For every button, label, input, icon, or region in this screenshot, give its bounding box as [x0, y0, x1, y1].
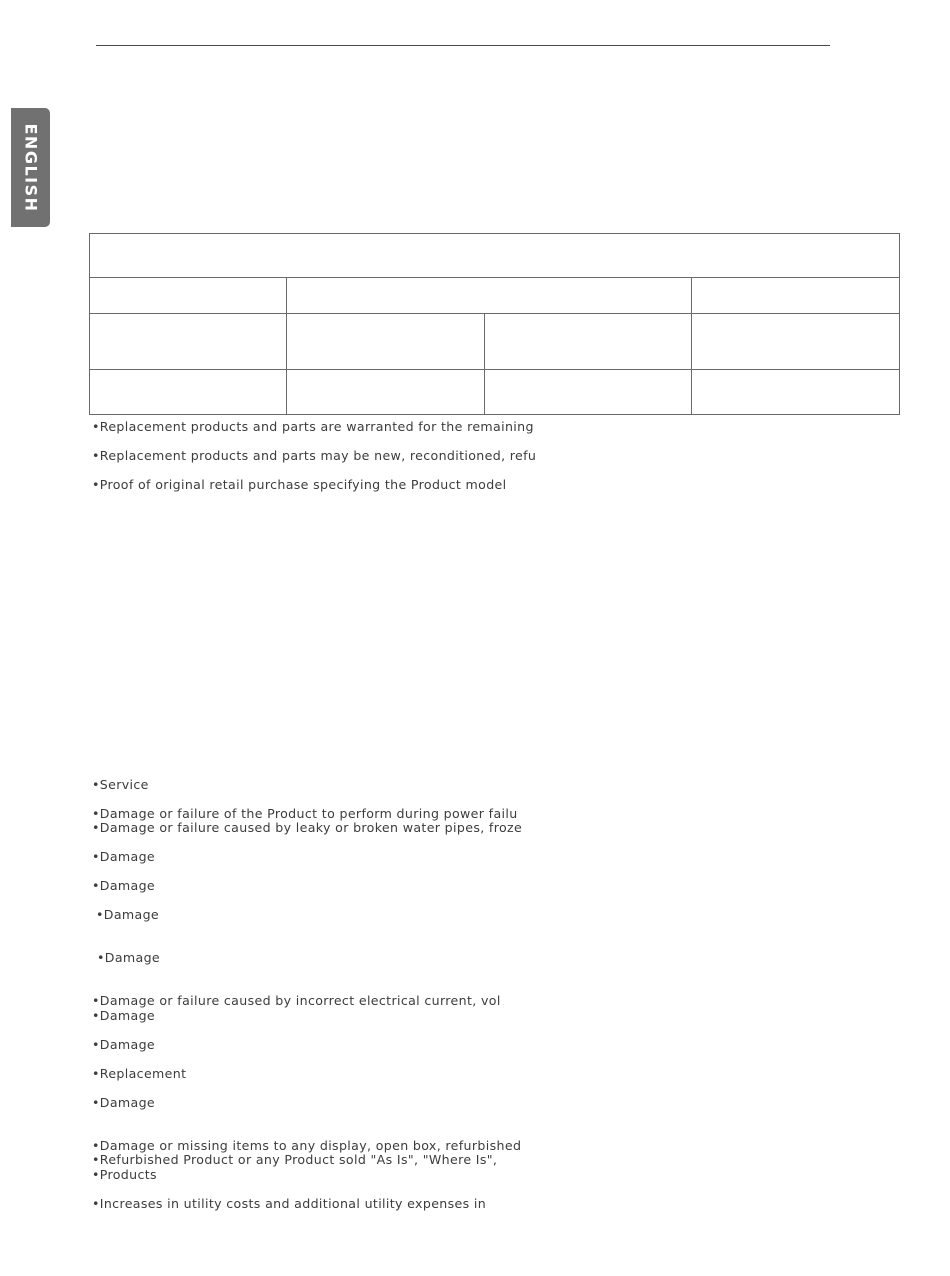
exclusion-item: •Damage — [92, 878, 156, 893]
table-cell — [485, 314, 692, 370]
exclusion-item: •Damage or failure caused by leaky or broken water pipes, froze — [92, 820, 523, 835]
table-cell — [692, 370, 900, 415]
table-header-cell — [692, 277, 900, 314]
table-cell — [485, 370, 692, 415]
table-cell — [90, 314, 287, 370]
exclusion-item: •Damage — [92, 1037, 156, 1052]
table-header-cell — [287, 277, 692, 314]
exclusion-item: •Damage or missing items to any display, open box, refurbished — [92, 1138, 522, 1153]
table-title-row — [90, 234, 900, 278]
exclusion-item: •Service — [92, 777, 149, 792]
exclusion-item: •Damage — [92, 1008, 156, 1023]
table-cell — [90, 370, 287, 415]
table-cell — [692, 314, 900, 370]
exclusion-item: •Damage — [96, 907, 160, 922]
table-cell — [287, 370, 485, 415]
exclusion-item: •Damage — [97, 950, 161, 965]
exclusion-item: •Damage or failure caused by incorrect electrical current, vol — [92, 993, 501, 1008]
exclusion-item: •Damage — [92, 849, 156, 864]
table-title-cell — [90, 234, 900, 278]
table-cell — [287, 314, 485, 370]
table-header-row — [90, 277, 900, 314]
warranty-note: •Proof of original retail purchase specifying the Product model — [92, 477, 507, 492]
language-tab-label: ENGLISH — [21, 122, 40, 213]
table-header-cell — [90, 277, 287, 314]
table-row — [90, 370, 900, 415]
table-row — [90, 314, 900, 370]
exclusion-item: •Refurbished Product or any Product sold "As Is", "Where Is", — [92, 1152, 498, 1167]
warranty-note: •Replacement products and parts may be new, reconditioned, refu — [92, 448, 537, 463]
warranty-note: •Replacement products and parts are warranted for the remaining — [92, 419, 534, 434]
exclusion-item: •Damage — [92, 1095, 156, 1110]
language-tab — [11, 108, 50, 227]
exclusion-item: •Increases in utility costs and additional utility expenses in — [92, 1196, 487, 1211]
exclusion-item: •Replacement — [92, 1066, 187, 1081]
exclusion-item: •Damage or failure of the Product to perform during power failu — [92, 806, 518, 821]
exclusion-item: •Products — [92, 1167, 157, 1182]
header-rule — [96, 45, 830, 46]
warranty-period-table — [89, 233, 900, 415]
